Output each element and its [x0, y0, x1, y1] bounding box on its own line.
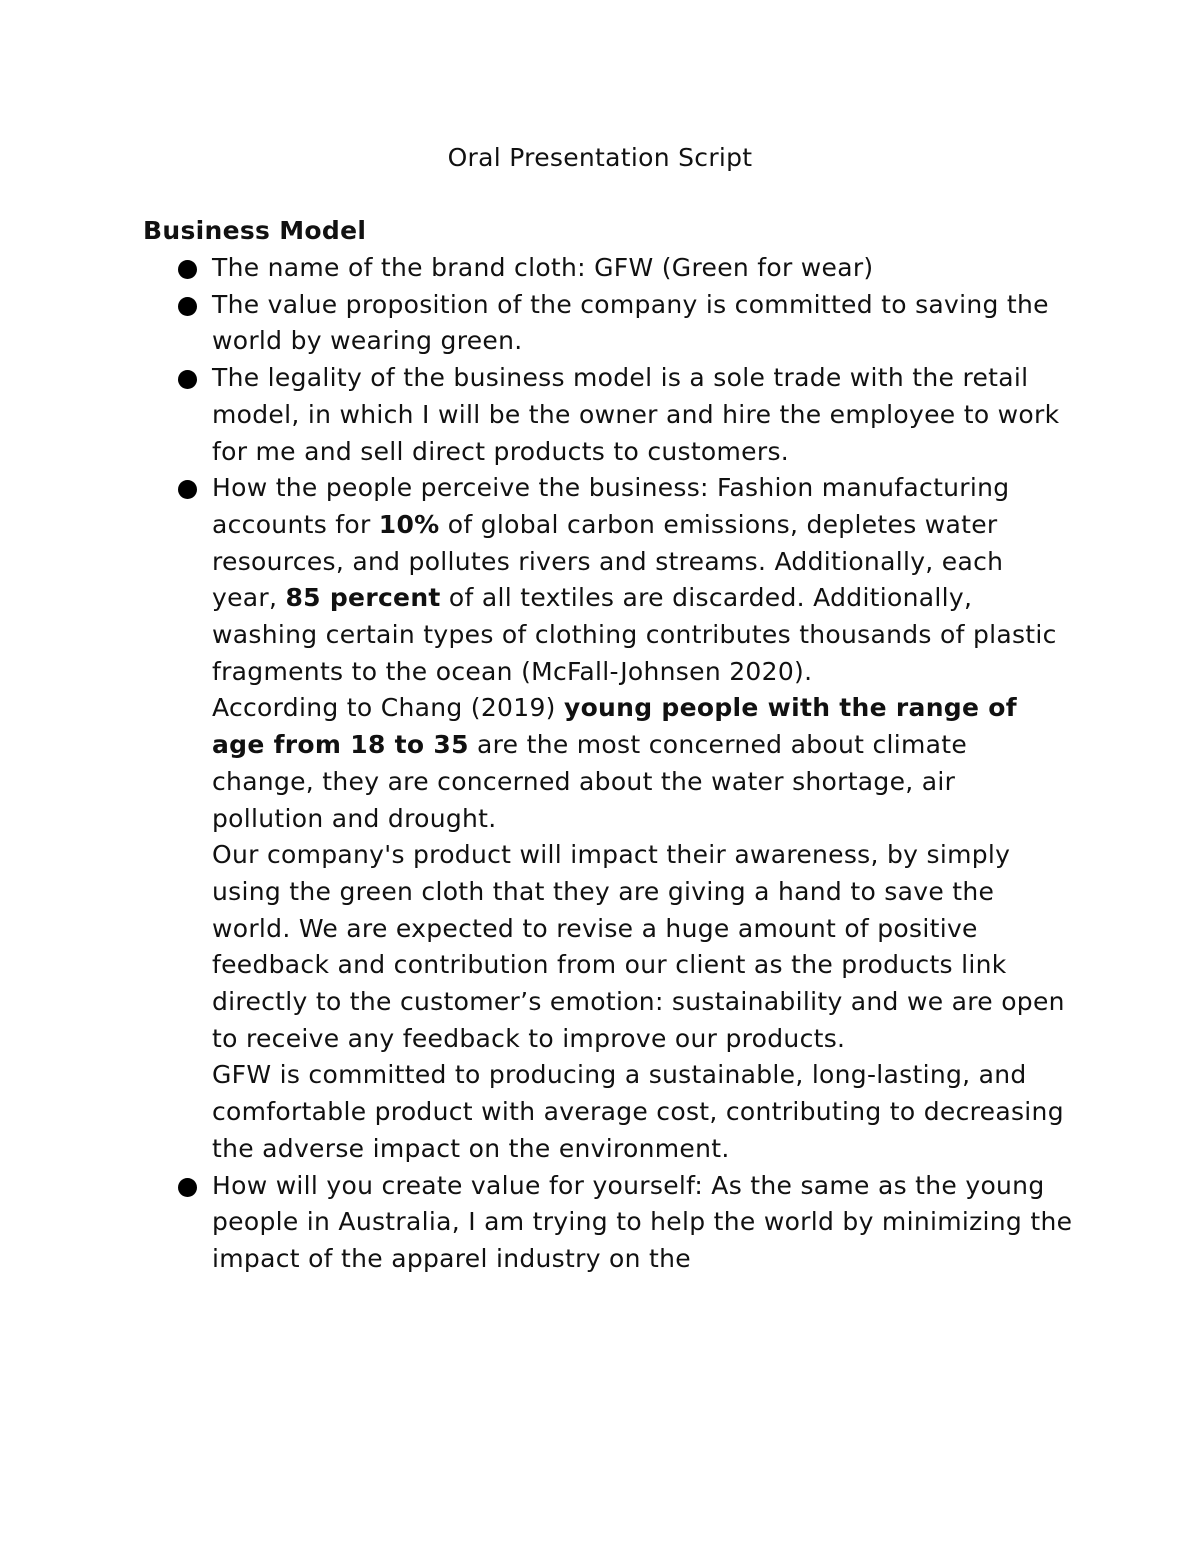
document-title: Oral Presentation Script [447, 143, 753, 172]
bullet-list [174, 250, 1074, 1278]
text-run: How the people perceive the business: Fashion manufacturing accounts for [212, 473, 1010, 539]
impact-paragraph: Our company's product will impact their awareness, by simply using the green cloth that they are giving a hand to save the world. We are expected to revise a huge amount of positive feedback and contribution from our client as the products link directly to the customer’s emotion: sustainability and we are open to receive any feedback to improve our products. [212, 840, 1065, 1053]
bullet-text: The legality of the business model is a sole trade with the retail model, in which I will be the owner and hire the employee to work for me and sell direct products to customers. [212, 363, 1060, 466]
bullet-item-value-proposition [174, 287, 1074, 360]
perception-paragraph [212, 470, 1074, 690]
bullet-icon [178, 370, 197, 389]
bullet-text: The value proposition of the company is committed to saving the world by wearing green. [212, 289, 1049, 356]
bullet-icon [178, 480, 197, 499]
bullet-icon [178, 260, 197, 279]
bullet-item-legality [174, 360, 1074, 470]
text-run: are the most concerned about climate change, they are concerned about the water shortage, air pollution and drought. [212, 730, 968, 833]
section-heading: Business Model [143, 216, 367, 245]
bullet-item-create-value [174, 1168, 1074, 1278]
bullet-item-brand-name [174, 250, 1074, 287]
bullet-item-perception [174, 470, 1074, 1167]
bold-audience: young people with the range of age from 18 to 35 [212, 693, 1017, 760]
commitment-paragraph: GFW is committed to producing a sustainable, long-lasting, and comfortable product with average cost, contributing to decreasing the adverse impact on the environment. [212, 1060, 1064, 1163]
bullet-icon [178, 297, 197, 316]
text-run: According to Chang (2019) [212, 693, 564, 723]
text-run: of all textiles are discarded. Additionally, washing certain types of clothing contributes thousands of plastic fragments to the ocean (McFall-Johnsen 2020). [212, 583, 1057, 686]
bold-stat-carbon: 10% [378, 509, 440, 539]
bold-stat-textiles: 85 percent [285, 583, 441, 613]
bullet-text: The name of the brand cloth: GFW (Green for wear) [212, 253, 874, 282]
bullet-text: How will you create value for yourself: As the same as the young people in Australia, I am trying to help the world by minimizing the impact of the apparel industry on the [212, 1170, 1073, 1273]
bullet-icon [178, 1178, 197, 1197]
audience-paragraph [212, 690, 1074, 837]
text-run: of global carbon emissions, depletes water resources, and pollutes rivers and streams. Additionally, each year, [212, 509, 1004, 613]
